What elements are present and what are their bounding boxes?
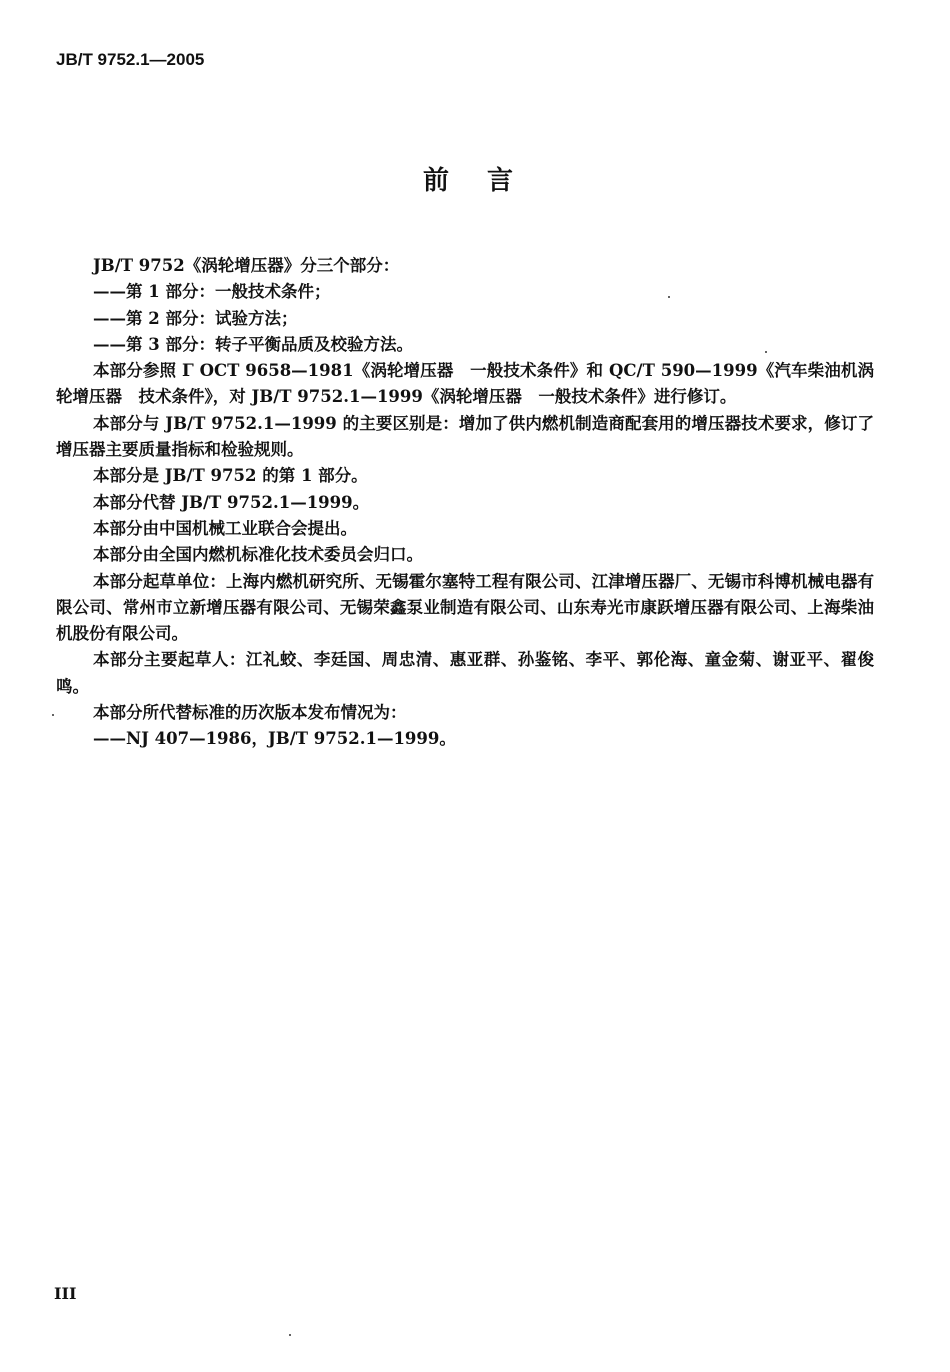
scan-speck xyxy=(52,714,54,716)
scan-speck xyxy=(668,296,670,298)
paragraph: ——第 3 部分：转子平衡品质及校验方法。 xyxy=(93,334,413,354)
paragraph: JB/T 9752《涡轮增压器》分三个部分： xyxy=(93,256,400,275)
paragraph: 本部分代替 JB/T 9752.1—1999。 xyxy=(93,492,370,512)
scan-speck xyxy=(289,1334,291,1336)
paragraph: 本部分是 JB/T 9752 的第 1 部分。 xyxy=(93,466,368,486)
paragraph: 本部分主要起草人：江礼蛟、李廷国、周忠清、惠亚群、孙鉴铭、李平、郭伦海、童金菊、谢亚平、翟俊鸣。 xyxy=(56,650,874,696)
paragraph: 本部分与 JB/T 9752.1—1999 的主要区别是：增加了供内燃机制造商配套用的增压器技术要求，修订了增压器主要质量指标和检验规则。 xyxy=(56,413,874,460)
paragraph: 本部分所代替标准的历次版本发布情况为： xyxy=(93,703,407,723)
page-number: III xyxy=(54,1284,77,1303)
paragraph: ——NJ 407—1986，JB/T 9752.1—1999。 xyxy=(93,729,456,749)
paragraph: 本部分由中国机械工业联合会提出。 xyxy=(93,518,357,538)
paragraph: 本部分起草单位：上海内燃机研究所、无锡霍尔塞特工程有限公司、江津增压器厂、无锡市科博机械电器有限公司、常州市立新增压器有限公司、无锡荣鑫泵业制造有限公司、山东寿光市康跃增压器有限公司、上海柴油机股份有限公司。 xyxy=(56,571,874,644)
scan-speck xyxy=(765,351,767,353)
paragraph: ——第 2 部分：试验方法； xyxy=(93,308,298,328)
paragraph: 本部分参照 Γ OCT 9658—1981《涡轮增压器 一般技术条件》和 QC/T 590—1999《汽车柴油机涡轮增压器 技术条件》，对 JB/T 9752.1—1999《涡轮增压器 一般技术条件》进行修订。 xyxy=(56,361,874,407)
paragraph: 本部分由全国内燃机标准化技术委员会归口。 xyxy=(93,545,423,565)
standard-number: JB/T 9752.1—2005 xyxy=(56,50,205,69)
page-title: 前言 xyxy=(422,166,551,196)
foreword-body xyxy=(56,253,874,753)
paragraph: ——第 1 部分：一般技术条件； xyxy=(93,282,331,302)
